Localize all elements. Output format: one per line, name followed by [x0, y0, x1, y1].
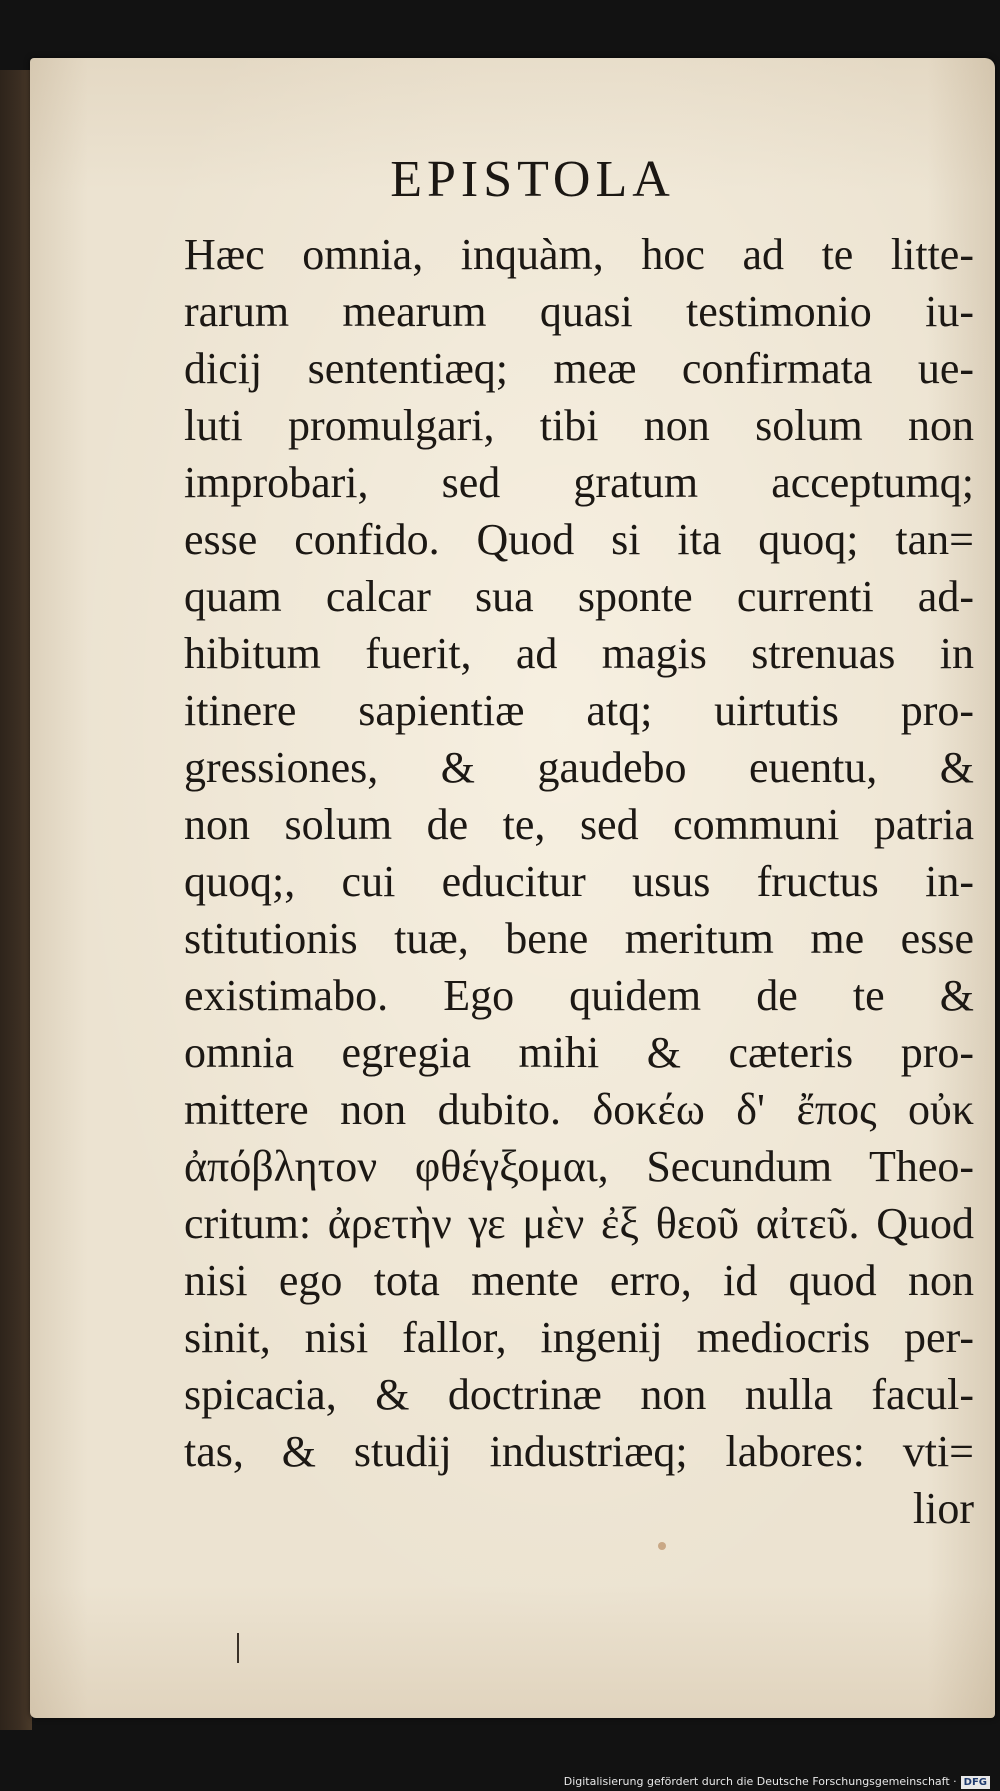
text-line: ἀπόβλητον φθέγξομαι, Secundum Theo- — [184, 1142, 974, 1191]
text-line: esse confido. Quod si ita quoq; tan= — [184, 515, 974, 564]
text-line: existimabo. Ego quidem de te & — [184, 971, 974, 1020]
catchword: lior — [912, 1484, 974, 1533]
book-spine-edge — [0, 70, 32, 1730]
text-line: nisi ego tota mente erro, id quod non — [184, 1256, 974, 1305]
text-line: sinit, nisi fallor, ingenij mediocris per- — [184, 1313, 974, 1362]
ink-mark — [237, 1633, 239, 1663]
text-line: spicacia, & doctrinæ non nulla facul- — [184, 1370, 974, 1419]
dfg-logo: DFG — [961, 1776, 990, 1789]
digitization-credit — [564, 1775, 990, 1789]
book-page — [30, 58, 995, 1718]
paper-stain — [658, 1542, 666, 1550]
text-line: tas, & studij industriæq; labores: vti= — [184, 1427, 974, 1476]
text-line: improbari, sed gratum acceptumq; — [184, 458, 974, 507]
text-line: luti promulgari, tibi non solum non — [184, 401, 974, 450]
text-line: dicij sententiæq; meæ confirmata ue- — [184, 344, 974, 393]
page-text-block — [184, 226, 974, 1537]
credit-text: Digitalisierung gefördert durch die Deutsche Forschungsgemeinschaft · — [563, 1775, 957, 1788]
text-line: itinere sapientiæ atq; uirtutis pro- — [184, 686, 974, 735]
text-line: gressiones, & gaudebo euentu, & — [184, 743, 974, 792]
text-line: omnia egregia mihi & cæteris pro- — [184, 1028, 974, 1077]
text-line: rarum mearum quasi testimonio iu- — [184, 287, 974, 336]
text-line: non solum de te, sed communi patria — [184, 800, 974, 849]
text-line: mittere non dubito. δοκέω δ' ἔπος οὐκ — [184, 1085, 974, 1134]
text-line: stitutionis tuæ, bene meritum me esse — [184, 914, 974, 963]
page-heading: EPISTOLA — [390, 151, 675, 208]
text-line: Hæc omnia, inquàm, hoc ad te litte- — [184, 230, 974, 279]
text-line: hibitum fuerit, ad magis strenuas in — [184, 629, 974, 678]
text-line: critum: ἀρετὴν γε μὲν ἐξ θεοῦ αἰτεῦ. Quod — [184, 1199, 974, 1248]
text-line: quoq;, cui educitur usus fructus in- — [184, 857, 974, 906]
text-line: quam calcar sua sponte currenti ad- — [184, 572, 974, 621]
